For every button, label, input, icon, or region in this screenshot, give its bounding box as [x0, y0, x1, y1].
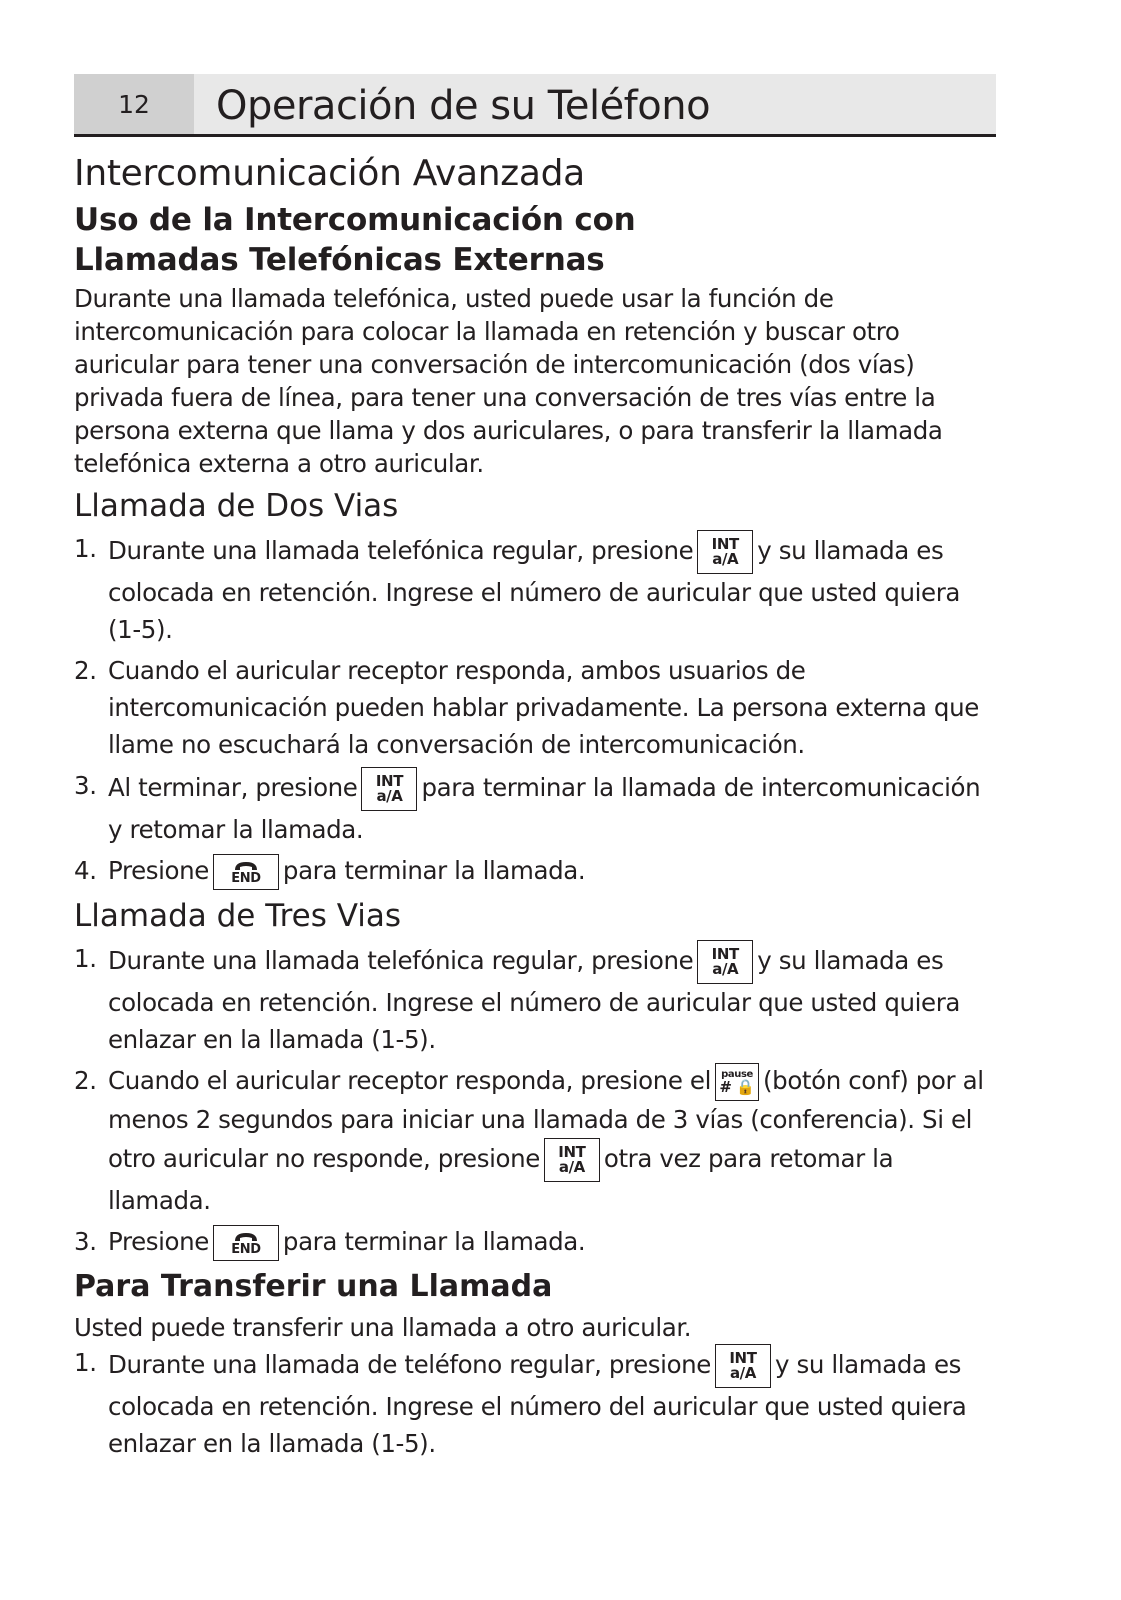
step-number: 2. [74, 1066, 97, 1095]
list-item [74, 767, 999, 848]
step-text: (botón conf) por al menos 2 segundos para iniciar una llamada de 3 vías (conferencia). Si el otro auricular no responde, presione [108, 1066, 984, 1173]
three-way-steps [74, 940, 999, 1261]
transfer-intro: Usted puede transferir una llamada a otro auricular. [74, 1313, 692, 1342]
step-number: 2. [74, 656, 97, 685]
step-text: Cuando el auricular receptor responda, ambos usuarios de intercomunicación pueden hablar privadamente. La persona externa que llame no escuchará la conversación de intercomunicación. [108, 656, 979, 759]
page-number: 12 [74, 74, 194, 134]
list-item [74, 1344, 999, 1462]
step-text: y su llamada es colocada en retención. Ingrese el número del auricular que usted quiera enlazar en la llamada (1-5). [108, 1350, 967, 1458]
step-text: Presione [108, 1227, 209, 1256]
int-key-icon: INT a/A [697, 940, 753, 984]
int-key-icon: INT a/A [361, 767, 417, 811]
three-way-title: Llamada de Tres Vias [74, 898, 402, 934]
step-number: 1. [74, 534, 97, 563]
step-text: y su llamada es colocada en retención. Ingrese el número de auricular que usted quiera (1-5). [108, 536, 960, 644]
subsection-title-line2: Llamadas Telefónicas Externas [74, 242, 605, 278]
step-number: 1. [74, 1348, 97, 1377]
int-key-icon: INT a/A [544, 1138, 600, 1182]
subsection-title-line1: Uso de la Intercomunicación con [74, 202, 636, 238]
step-text: Presione [108, 856, 209, 885]
page-content [74, 148, 999, 1466]
step-number: 1. [74, 944, 97, 973]
step-text: Cuando el auricular receptor responda, presione el [108, 1066, 712, 1095]
two-way-title: Llamada de Dos Vias [74, 488, 399, 524]
int-key-icon: INT a/A [697, 530, 753, 574]
step-number: 3. [74, 1227, 97, 1256]
end-key-icon: END [213, 854, 279, 890]
intro-paragraph: Durante una llamada telefónica, usted puede usar la función de intercomunicación para colocar la llamada en retención y buscar otro auricular para tener una conversación de intercomunicación (dos vías) privada fuera de línea, para tener una conversación de tres vías entre la persona externa que llama y dos auriculares, o para transferir la llamada telefónica externa a otro auricular. [74, 284, 943, 478]
step-text: otra vez para retomar la llamada. [108, 1144, 894, 1215]
chapter-title: Operación de su Teléfono [216, 83, 711, 129]
page-header [74, 74, 996, 137]
list-item [74, 940, 999, 1058]
pause-key-icon: pause # 🔒 [715, 1063, 759, 1101]
step-text: para terminar la llamada. [282, 1227, 586, 1256]
list-item [74, 1223, 999, 1261]
transfer-title: Para Transferir una Llamada [74, 1269, 553, 1304]
list-item [74, 852, 999, 890]
step-text: y su llamada es colocada en retención. Ingrese el número de auricular que usted quiera enlazar en la llamada (1-5). [108, 946, 960, 1054]
step-text: para terminar la llamada. [282, 856, 586, 885]
step-number: 4. [74, 856, 97, 885]
transfer-steps [74, 1344, 999, 1462]
step-text: Durante una llamada de teléfono regular, presione [108, 1350, 711, 1379]
list-item [74, 530, 999, 648]
step-number: 3. [74, 771, 97, 800]
step-text: Al terminar, presione [108, 773, 358, 802]
two-way-steps [74, 530, 999, 890]
int-key-icon: INT a/A [715, 1344, 771, 1388]
step-text: para terminar la llamada de intercomunicación y retomar la llamada. [108, 773, 981, 844]
end-key-icon: END [213, 1225, 279, 1261]
section-title: Intercomunicación Avanzada [74, 153, 585, 194]
step-text: Durante una llamada telefónica regular, presione [108, 536, 694, 565]
list-item [74, 1062, 999, 1219]
step-text: Durante una llamada telefónica regular, presione [108, 946, 694, 975]
list-item [74, 652, 999, 763]
